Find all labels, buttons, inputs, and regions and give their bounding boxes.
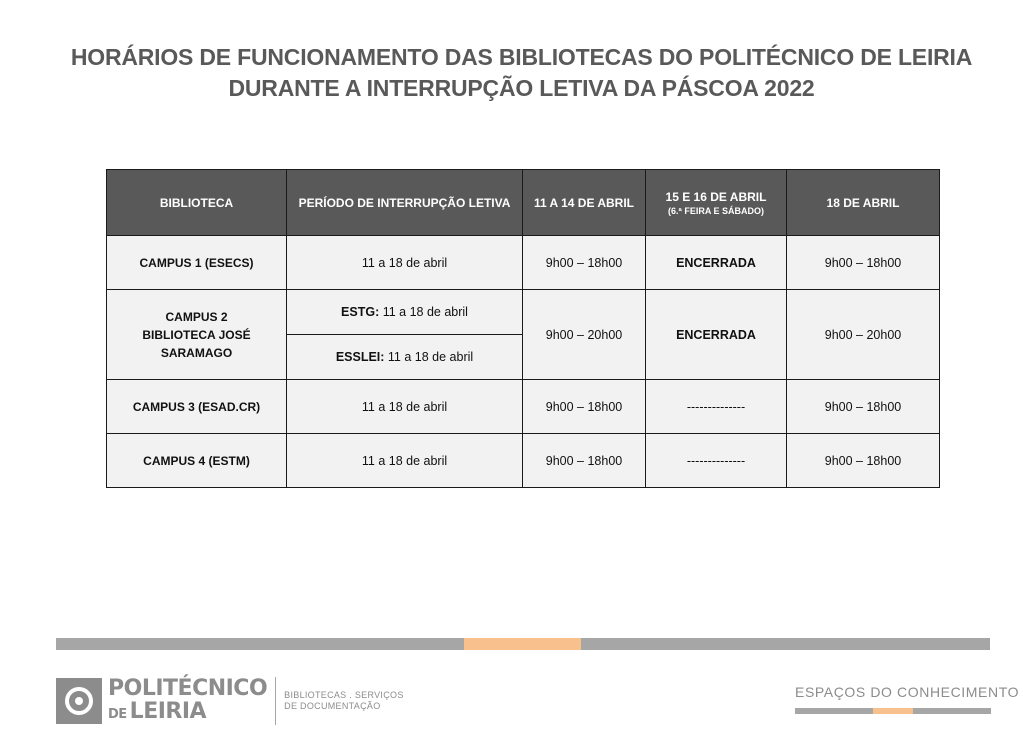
logo-mark-icon: [56, 678, 102, 724]
cell-15-16: ENCERRADA: [646, 236, 787, 290]
cell-11-14: 9h00 – 18h00: [523, 434, 646, 488]
header-15-16-sub: (6.ª FEIRA E SÁBADO): [667, 205, 764, 216]
logo-divider: [275, 677, 276, 725]
biblioteca-line-2: BIBLIOTECA JOSÉ: [142, 327, 251, 342]
cell-biblioteca: CAMPUS 1 (ESECS): [107, 236, 287, 290]
periodo-esslei-label: ESSLEI:: [335, 350, 385, 364]
cell-18: 9h00 – 18h00: [787, 380, 940, 434]
espacos-conhecimento-label: ESPAÇOS DO CONHECIMENTO: [795, 684, 1020, 700]
logo-wordmark: [108, 677, 267, 726]
cell-periodo: 11 a 18 de abril: [287, 434, 523, 488]
cell-18: 9h00 – 20h00: [787, 290, 940, 380]
cell-18: 9h00 – 18h00: [787, 434, 940, 488]
logo-dot: [75, 697, 83, 705]
page-title: [40, 42, 1003, 104]
biblioteca-line-1: CAMPUS 2: [165, 309, 228, 324]
cell-biblioteca: [107, 290, 287, 380]
cell-18: 9h00 – 18h00: [787, 236, 940, 290]
header-periodo: PERÍODO DE INTERRUPÇÃO LETIVA: [287, 170, 523, 236]
title-line-1: HORÁRIOS DE FUNCIONAMENTO DAS BIBLIOTECAS DO POLITÉCNICO DE LEIRIA: [70, 44, 973, 70]
table-row: [107, 236, 940, 290]
cell-11-14: 9h00 – 18h00: [523, 380, 646, 434]
header-11-14-abril: 11 A 14 DE ABRIL: [523, 170, 646, 236]
espacos-bar-accent: [873, 708, 913, 714]
periodo-estg-value: 11 a 18 de abril: [379, 305, 468, 319]
cell-biblioteca: CAMPUS 3 (ESAD.CR): [107, 380, 287, 434]
header-18-abril: 18 DE ABRIL: [787, 170, 940, 236]
cell-15-16: --------------: [646, 380, 787, 434]
logo-subtitle: [284, 690, 403, 712]
schedule-table: [106, 169, 940, 488]
table-row: [107, 434, 940, 488]
logo-line-1: POLITÉCNICO: [108, 675, 268, 701]
cell-11-14: 9h00 – 18h00: [523, 236, 646, 290]
cell-15-16: ENCERRADA: [646, 290, 787, 380]
periodo-estg-label: ESTG:: [341, 305, 380, 319]
periodo-esslei-value: 11 a 18 de abril: [384, 350, 474, 364]
logo-leiria: LEIRIA: [129, 698, 207, 724]
cell-biblioteca: CAMPUS 4 (ESTM): [107, 434, 287, 488]
table-header-row: [107, 170, 940, 236]
biblioteca-line-3: SARAMAGO: [160, 345, 233, 360]
politecnico-logo: [56, 676, 404, 726]
espacos-bar: [795, 708, 991, 714]
cell-11-14: 9h00 – 20h00: [523, 290, 646, 380]
cell-15-16: --------------: [646, 434, 787, 488]
header-15-16-abril: [646, 170, 787, 236]
logo-de: DE: [108, 706, 127, 722]
logo-sub-line-2: DE DOCUMENTAÇÃO: [284, 701, 381, 711]
cell-periodo: 11 a 18 de abril: [287, 380, 523, 434]
footer-bar: [56, 638, 990, 650]
footer-bar-accent: [464, 638, 581, 650]
logo-sub-line-1: BIBLIOTECAS . SERVIÇOS: [284, 690, 404, 700]
logo-line-2: [108, 700, 267, 726]
cell-periodo-estg: [287, 290, 523, 335]
header-15-16-label: 15 E 16 DE ABRIL: [665, 189, 767, 204]
title-line-2: DURANTE A INTERRUPÇÃO LETIVA DA PÁSCOA 2022: [228, 75, 815, 101]
header-biblioteca: BIBLIOTECA: [107, 170, 287, 236]
cell-periodo-esslei: [287, 335, 523, 380]
cell-periodo: 11 a 18 de abril: [287, 236, 523, 290]
table-row: [107, 290, 940, 335]
table-row: [107, 380, 940, 434]
